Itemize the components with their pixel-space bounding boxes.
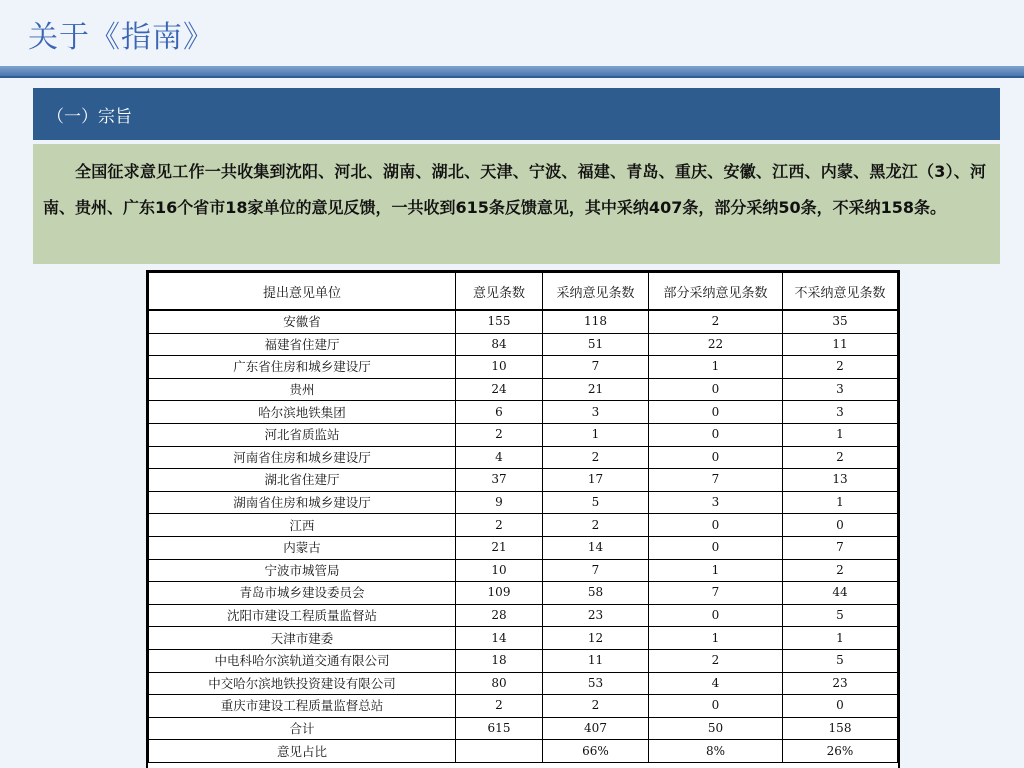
cell-total: 615	[456, 717, 543, 740]
table-row	[149, 627, 898, 650]
page-title: 关于《指南》	[28, 20, 214, 55]
cell-rejected: 1	[783, 423, 898, 446]
cell-unit: 内蒙古	[149, 536, 456, 559]
cell-partial: 0	[649, 423, 783, 446]
table-row	[149, 491, 898, 514]
cell-unit: 青岛市城乡建设委员会	[149, 582, 456, 605]
cell-adopted: 2	[543, 514, 649, 537]
cell-unit: 中交哈尔滨地铁投资建设有限公司	[149, 672, 456, 695]
cell-unit: 天津市建委	[149, 627, 456, 650]
table-row	[149, 717, 898, 740]
cell-adopted: 12	[543, 627, 649, 650]
cell-adopted: 5	[543, 491, 649, 514]
cell-total: 28	[456, 604, 543, 627]
cell-adopted: 7	[543, 559, 649, 582]
cell-total: 155	[456, 310, 543, 333]
cell-unit: 中电科哈尔滨轨道交通有限公司	[149, 649, 456, 672]
cell-total: 2	[456, 695, 543, 718]
cell-total: 109	[456, 582, 543, 605]
cell-unit: 安徽省	[149, 310, 456, 333]
cell-total	[456, 740, 543, 763]
cell-unit: 湖南省住房和城乡建设厅	[149, 491, 456, 514]
cell-unit: 沈阳市建设工程质量监督站	[149, 604, 456, 627]
cell-partial: 0	[649, 536, 783, 559]
table-row	[149, 740, 898, 763]
cell-adopted: 66%	[543, 740, 649, 763]
cell-partial: 1	[649, 627, 783, 650]
table-header-row	[149, 273, 898, 311]
table-row	[149, 310, 898, 333]
title-divider-bar	[0, 66, 1024, 76]
table-row	[149, 559, 898, 582]
cell-rejected: 2	[783, 356, 898, 379]
table-row	[149, 423, 898, 446]
table-row	[149, 672, 898, 695]
cell-adopted: 51	[543, 333, 649, 356]
header-rejected: 不采纳意见条数	[783, 273, 898, 311]
cell-adopted: 118	[543, 310, 649, 333]
header-total: 意见条数	[456, 273, 543, 311]
cell-adopted: 21	[543, 378, 649, 401]
cell-rejected: 1	[783, 491, 898, 514]
cell-adopted: 407	[543, 717, 649, 740]
cell-rejected: 5	[783, 649, 898, 672]
cell-unit: 福建省住建厅	[149, 333, 456, 356]
cell-adopted: 53	[543, 672, 649, 695]
cell-total: 2	[456, 514, 543, 537]
cell-rejected: 3	[783, 401, 898, 424]
cell-total: 10	[456, 559, 543, 582]
cell-partial: 22	[649, 333, 783, 356]
cell-rejected: 26%	[783, 740, 898, 763]
table-row	[149, 401, 898, 424]
cell-total: 9	[456, 491, 543, 514]
cell-unit: 河南省住房和城乡建设厅	[149, 446, 456, 469]
table-row	[149, 604, 898, 627]
cell-partial: 2	[649, 310, 783, 333]
cell-rejected: 5	[783, 604, 898, 627]
cell-unit: 宁波市城管局	[149, 559, 456, 582]
cell-rejected: 2	[783, 559, 898, 582]
cell-total: 37	[456, 469, 543, 492]
table-body	[149, 310, 898, 762]
cell-rejected: 0	[783, 695, 898, 718]
table-row	[149, 469, 898, 492]
title-divider-line	[0, 76, 1024, 78]
cell-partial: 0	[649, 695, 783, 718]
cell-rejected: 13	[783, 469, 898, 492]
cell-total: 6	[456, 401, 543, 424]
cell-partial: 1	[649, 356, 783, 379]
cell-adopted: 11	[543, 649, 649, 672]
cell-total: 2	[456, 423, 543, 446]
cell-total: 24	[456, 378, 543, 401]
feedback-table	[148, 272, 898, 763]
table-row	[149, 356, 898, 379]
table-row	[149, 378, 898, 401]
cell-rejected: 0	[783, 514, 898, 537]
cell-unit: 合计	[149, 717, 456, 740]
cell-partial: 2	[649, 649, 783, 672]
header-partial: 部分采纳意见条数	[649, 273, 783, 311]
feedback-table-container	[146, 270, 900, 768]
cell-unit: 河北省质监站	[149, 423, 456, 446]
cell-rejected: 35	[783, 310, 898, 333]
cell-rejected: 11	[783, 333, 898, 356]
cell-rejected: 2	[783, 446, 898, 469]
cell-rejected: 1	[783, 627, 898, 650]
cell-unit: 意见占比	[149, 740, 456, 763]
cell-rejected: 7	[783, 536, 898, 559]
table-row	[149, 536, 898, 559]
cell-rejected: 3	[783, 378, 898, 401]
section-header	[33, 88, 1000, 140]
cell-unit: 广东省住房和城乡建设厅	[149, 356, 456, 379]
table-row	[149, 582, 898, 605]
cell-partial: 1	[649, 559, 783, 582]
section-header-text: （一）宗旨	[47, 106, 132, 127]
cell-adopted: 7	[543, 356, 649, 379]
table-row	[149, 446, 898, 469]
table-row	[149, 695, 898, 718]
cell-total: 80	[456, 672, 543, 695]
cell-unit: 哈尔滨地铁集团	[149, 401, 456, 424]
cell-rejected: 158	[783, 717, 898, 740]
cell-partial: 8%	[649, 740, 783, 763]
cell-total: 14	[456, 627, 543, 650]
cell-total: 84	[456, 333, 543, 356]
cell-unit: 江西	[149, 514, 456, 537]
cell-partial: 0	[649, 446, 783, 469]
cell-partial: 7	[649, 469, 783, 492]
cell-total: 21	[456, 536, 543, 559]
cell-partial: 50	[649, 717, 783, 740]
cell-total: 4	[456, 446, 543, 469]
cell-adopted: 14	[543, 536, 649, 559]
header-unit: 提出意见单位	[149, 273, 456, 311]
cell-adopted: 23	[543, 604, 649, 627]
cell-adopted: 3	[543, 401, 649, 424]
cell-total: 18	[456, 649, 543, 672]
cell-partial: 0	[649, 604, 783, 627]
cell-partial: 0	[649, 401, 783, 424]
cell-adopted: 58	[543, 582, 649, 605]
cell-partial: 0	[649, 378, 783, 401]
cell-partial: 7	[649, 582, 783, 605]
cell-partial: 4	[649, 672, 783, 695]
cell-adopted: 17	[543, 469, 649, 492]
cell-adopted: 2	[543, 695, 649, 718]
cell-partial: 3	[649, 491, 783, 514]
cell-rejected: 44	[783, 582, 898, 605]
cell-adopted: 1	[543, 423, 649, 446]
table-row	[149, 649, 898, 672]
cell-unit: 重庆市建设工程质量监督总站	[149, 695, 456, 718]
cell-unit: 贵州	[149, 378, 456, 401]
table-row	[149, 333, 898, 356]
summary-paragraph: 全国征求意见工作一共收集到沈阳、河北、湖南、湖北、天津、宁波、福建、青岛、重庆、安徽、江西、内蒙、黑龙江（3）、河南、贵州、广东16个省市18家单位的意见反馈，一共收到615条反馈意见，其中采纳407条，部分采纳50条，不采纳158条。	[33, 144, 1000, 264]
cell-partial: 0	[649, 514, 783, 537]
table-row	[149, 514, 898, 537]
cell-adopted: 2	[543, 446, 649, 469]
cell-total: 10	[456, 356, 543, 379]
cell-rejected: 23	[783, 672, 898, 695]
cell-unit: 湖北省住建厅	[149, 469, 456, 492]
header-adopted: 采纳意见条数	[543, 273, 649, 311]
